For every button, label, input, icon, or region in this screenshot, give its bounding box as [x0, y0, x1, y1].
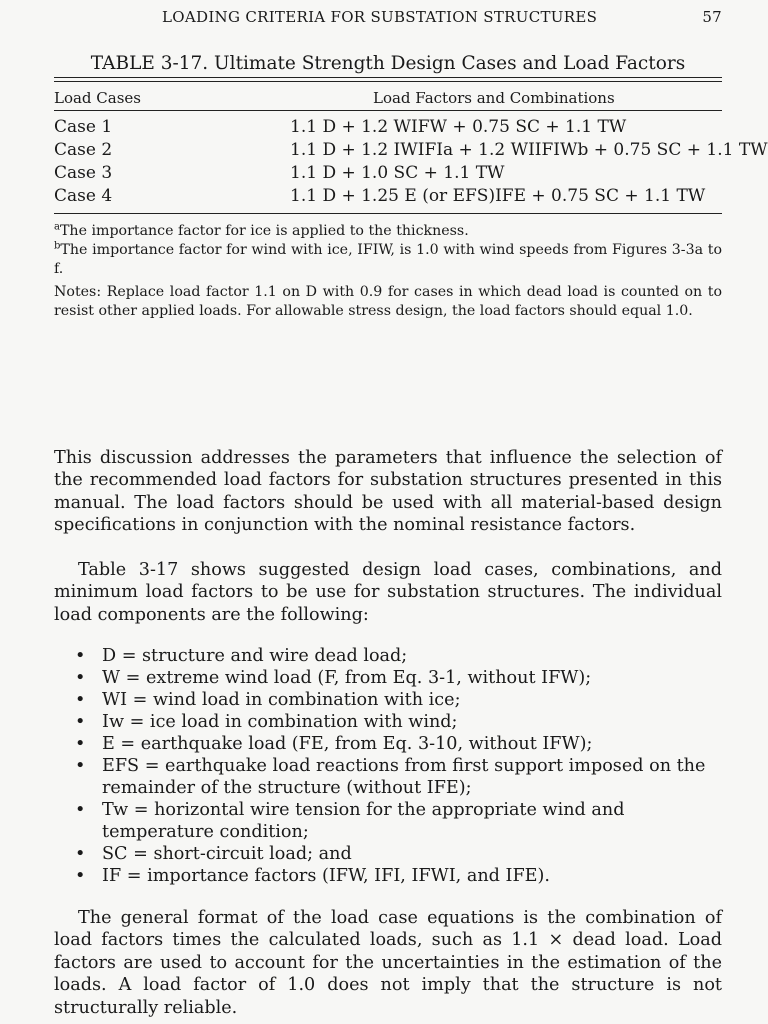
list-item-text: W = extreme wind load (F, from Eq. 3-1, without IFW); — [102, 668, 592, 688]
list-item — [54, 733, 722, 755]
list-item — [54, 755, 722, 799]
load-combination: 1.1 D + 1.2 WIFW + 0.75 SC + 1.1 TW — [290, 117, 627, 137]
body-paragraph: The general format of the load case equations is the combination of load factors times the calculated loads, such as 1.1 × dead load. Load factors are used to account for the uncertainties in the estimation of the loads. A load factor of 1.0 does not imply that the structure is not structurally reliable. — [54, 908, 722, 1018]
list-item-text: SC = short-circuit load; and — [102, 844, 352, 864]
footnote-b — [54, 241, 722, 278]
load-case-label: Case 2 — [54, 140, 113, 160]
load-case-label: Case 1 — [54, 117, 113, 137]
list-item-text: Tw = horizontal wire tension for the appropriate wind and temperature condition; — [102, 800, 625, 842]
table-top-rule-inner — [54, 81, 722, 82]
table-row — [54, 186, 722, 208]
load-combination: 1.1 D + 1.0 SC + 1.1 TW — [290, 163, 505, 183]
list-item — [54, 645, 722, 667]
load-case-label: Case 3 — [54, 163, 113, 183]
running-head-title: LOADING CRITERIA FOR SUBSTATION STRUCTURES — [162, 8, 598, 26]
load-combination: 1.1 D + 1.2 IWIFIa + 1.2 WIIFIWb + 0.75 SC + 1.1 TW — [290, 140, 768, 160]
table-bottom-rule — [54, 213, 722, 214]
bullet-icon: • — [75, 712, 86, 732]
footnote-marker-a: a — [54, 221, 60, 233]
list-item — [54, 667, 722, 689]
bullet-icon: • — [75, 690, 86, 710]
load-case-label: Case 4 — [54, 186, 113, 206]
list-item-text: EFS = earthquake load reactions from first support imposed on the remainder of the structure (without IFE); — [102, 756, 706, 798]
list-item-text: IF = importance factors (IFW, IFI, IFWI, and IFE). — [102, 866, 550, 886]
footnote-a — [54, 222, 722, 241]
page-number: 57 — [702, 8, 722, 26]
bullet-icon: • — [75, 800, 86, 820]
table-row — [54, 140, 768, 162]
list-item — [54, 865, 722, 887]
table-notes: Notes: Replace load factor 1.1 on D with 0.9 for cases in which dead load is counted on to resist other applied loads. For allowable stress design, the load factors should equal 1.0. — [54, 284, 722, 319]
table-header-rule — [54, 110, 722, 111]
list-item-text: D = structure and wire dead load; — [102, 646, 408, 666]
column-header-load-factors: Load Factors and Combinations — [373, 89, 615, 107]
bullet-icon: • — [75, 734, 86, 754]
list-item — [54, 689, 722, 711]
list-item-text: E = earthquake load (FE, from Eq. 3-10, without IFW); — [102, 734, 593, 754]
list-item — [54, 843, 722, 865]
footnote-b-text: The importance factor for wind with ice, IFIW, is 1.0 with wind speeds from Figures 3-3a to f. — [54, 242, 722, 277]
body-paragraph: Table 3-17 shows suggested design load cases, combinations, and minimum load factors to be use for substation structures. The individual load components are the following: — [54, 560, 722, 625]
table-row — [54, 117, 722, 139]
load-components-list — [54, 645, 722, 887]
list-item — [54, 799, 722, 843]
bullet-icon: • — [75, 866, 86, 886]
body-paragraph: This discussion addresses the parameters that influence the selection of the recommended load factors for substation structures presented in this manual. The load factors should be used with all material-based design specifications in conjunction with the nominal resistance factors. — [54, 448, 722, 536]
table-row — [54, 163, 722, 185]
bullet-icon: • — [75, 844, 86, 864]
list-item-text: WI = wind load in combination with ice; — [102, 690, 461, 710]
column-header-load-cases: Load Cases — [54, 89, 141, 107]
footnote-a-text: The importance factor for ice is applied to the thickness. — [59, 223, 469, 239]
bullet-icon: • — [75, 756, 86, 776]
list-item-text: Iw = ice load in combination with wind; — [102, 712, 458, 732]
footnote-marker-b: b — [54, 240, 61, 252]
bullet-icon: • — [75, 646, 86, 666]
load-combination: 1.1 D + 1.25 E (or EFS)IFE + 0.75 SC + 1.1 TW — [290, 186, 706, 206]
table-top-rule — [54, 77, 722, 78]
bullet-icon: • — [75, 668, 86, 688]
list-item — [54, 711, 722, 733]
table-caption: TABLE 3-17. Ultimate Strength Design Cases and Load Factors — [90, 53, 686, 74]
